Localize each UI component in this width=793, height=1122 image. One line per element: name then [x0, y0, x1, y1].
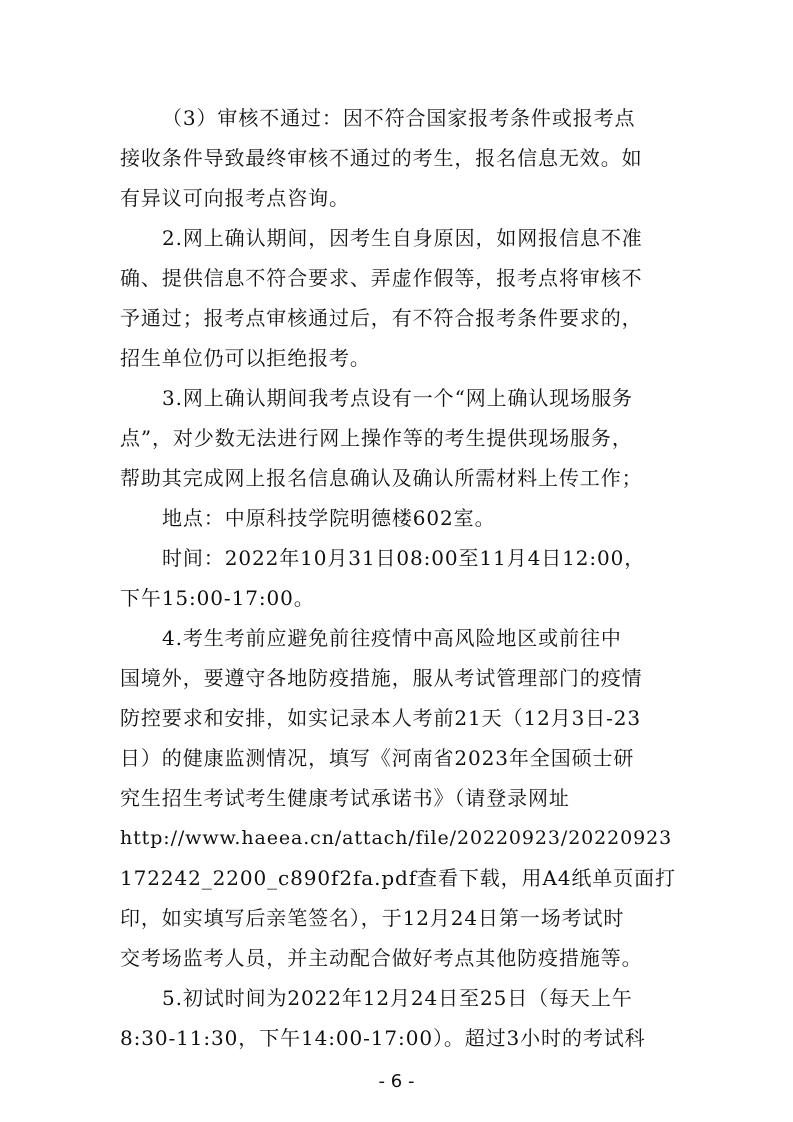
- text-line: 地点：中原科技学院明德楼602室。: [162, 506, 496, 530]
- text-line: 日）的健康监测情况，填写《河南省2023年全国硕士研: [120, 746, 635, 770]
- text-line: 4.考生考前应避免前往疫情中高风险地区或前往中: [162, 626, 622, 650]
- text-line: 确、提供信息不符合要求、弄虚作假等，报考点将审核不: [120, 266, 643, 290]
- text-line: 究生招生考试考生健康考试承诺书》（请登录网址: [120, 786, 570, 810]
- text-line: 点”，对少数无法进行网上操作等的考生提供现场服务，: [120, 426, 633, 450]
- text-line: 时间：2022年10月31日08:00至11月4日12:00，: [162, 546, 646, 570]
- text-line: 帮助其完成网上报名信息确认及确认所需材料上传工作；: [120, 466, 643, 490]
- text-line: 国境外，要遵守各地防疫措施，服从考试管理部门的疫情: [120, 666, 643, 690]
- text-line: 接收条件导致最终审核不通过的考生，报名信息无效。如: [120, 146, 643, 170]
- text-line: 8:30-11:30，下午14:00-17:00）。超过3小时的考试科: [120, 1026, 646, 1050]
- text-line: 交考场监考人员，并主动配合做好考点其他防疫措施等。: [120, 946, 643, 970]
- url-line: http://www.haeea.cn/attach/file/20220923/20220923: [120, 827, 673, 849]
- text-line: 5.初试时间为2022年12月24日至25日（每天上午: [162, 986, 633, 1010]
- text-line: 3.网上确认期间我考点设有一个“网上确认现场服务: [162, 386, 633, 410]
- text-line: 172242_2200_c890f2fa.pdf查看下载，用A4纸单页面打: [120, 866, 676, 890]
- text-line: 有异议可向报考点咨询。: [120, 186, 350, 210]
- text-line: 下午15:00-17:00。: [120, 586, 315, 610]
- text-line: 印，如实填写后亲笔签名），于12月24日第一场考试时: [120, 906, 625, 930]
- text-line: 招生单位仍可以拒绝报考。: [120, 346, 371, 370]
- text-line: 2.网上确认期间，因考生自身原因，如网报信息不准: [162, 226, 643, 250]
- page-number: - 6 -: [378, 1071, 415, 1092]
- text-line: （3）审核不通过：因不符合国家报考条件或报考点: [162, 106, 636, 130]
- text-line: 防控要求和安排，如实记录本人考前21天（12月3日-23: [120, 706, 642, 730]
- text-line: 予通过；报考点审核通过后，有不符合报考条件要求的，: [120, 306, 643, 330]
